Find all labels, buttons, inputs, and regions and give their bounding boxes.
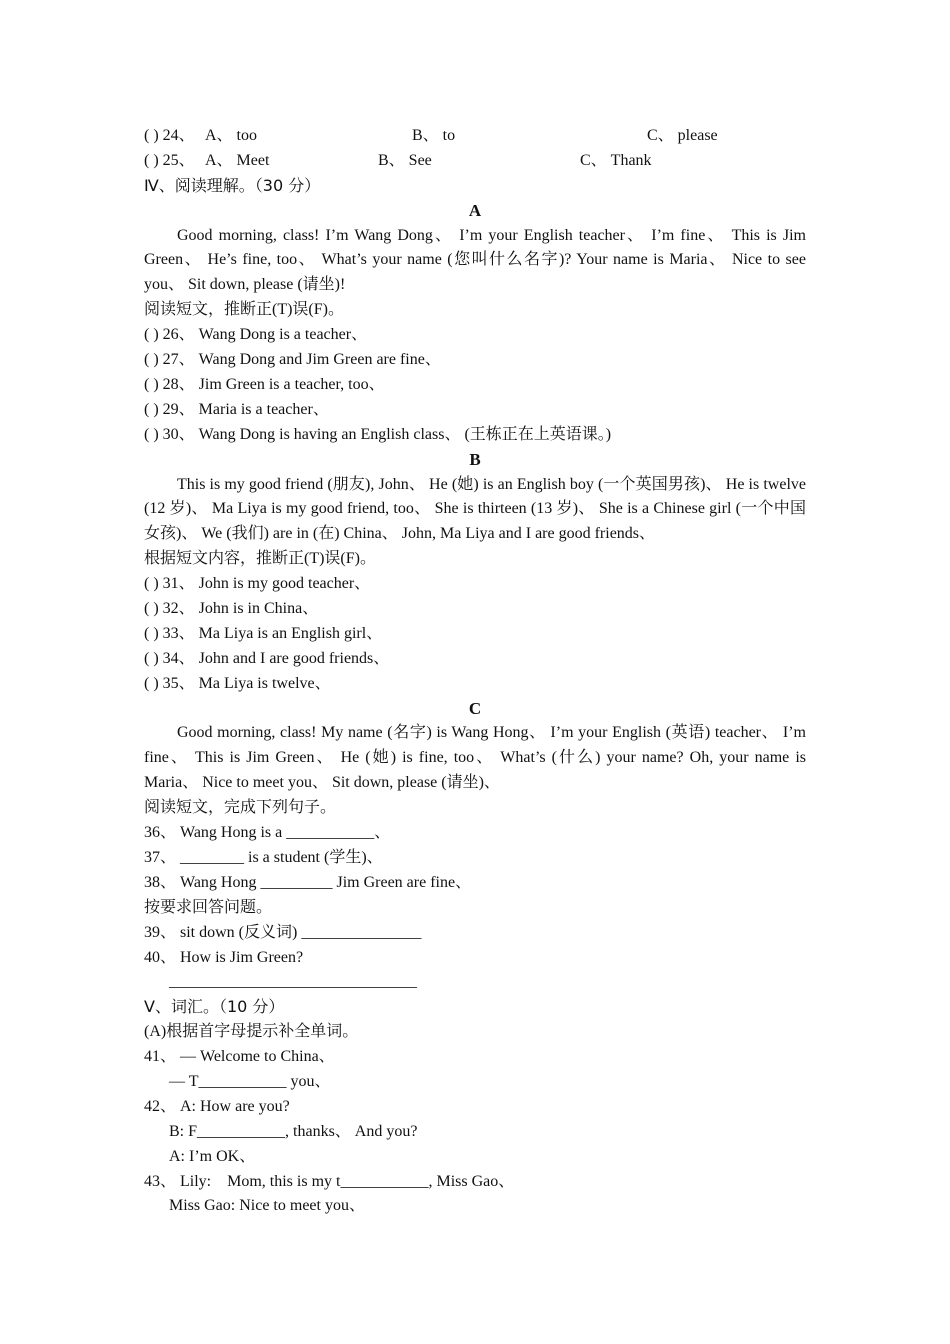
question-34: ( ) 34、 John and I are good friends、	[144, 649, 390, 667]
passage-b-instruction: 根据短文内容，推断正(T)误(F)。	[144, 550, 376, 568]
option-b: B、 See	[378, 151, 432, 169]
question-37: 37、 ________ is a student (学生)、	[144, 848, 383, 866]
question-39: 39、 sit down (反义词) _______________	[144, 923, 422, 941]
question-33: ( ) 33、 Ma Liya is an English girl、	[144, 624, 383, 642]
option-a: A、 too	[205, 127, 258, 144]
question-35: ( ) 35、 Ma Liya is twelve、	[144, 674, 331, 692]
question-32: ( ) 32、 John is in China、	[144, 600, 319, 618]
question-26: ( ) 26、 Wang Dong is a teacher、	[144, 326, 368, 344]
option-b: B、 to	[412, 127, 456, 144]
question-24	[144, 124, 806, 149]
question-43-line: Miss Gao: Nice to meet you、	[169, 1197, 365, 1215]
section-5-subtitle: (A)根据首字母提示补全单词。	[144, 1023, 359, 1041]
section-5-title: Ⅴ、词汇。（10 分）	[144, 997, 285, 1017]
passage-c-label: C	[468, 698, 482, 718]
option-a: A、 Meet	[205, 151, 270, 169]
question-30: ( ) 30、 Wang Dong is having an English class、 (王栋正在上英语课。)	[144, 425, 612, 443]
question-36: 36、 Wang Hong is a ___________、	[144, 824, 391, 842]
question-25	[144, 149, 806, 174]
worksheet-page	[144, 124, 806, 1219]
question-38: 38、 Wang Hong _________ Jim Green are fine、	[144, 873, 472, 891]
passage-b-text: This is my good friend (朋友), John、 He (她) is an English boy (一个英国男孩)、 He is twelve (12 岁)、 Ma Liya is my good friend, too、 She is thirteen (13 岁)、 She is a Chinese girl (一个中国女孩)、 We (我们) are in (在) China、 John, Ma Liya and I are good friends、	[144, 475, 806, 543]
passage-a-text: Good morning, class! I’m Wang Dong、 I’m your English teacher、 I’m fine、 This is Jim Green、 He’s fine, too、 What’s your name (您叫什么名字)? Your name is Maria、 Nice to see you、 Sit down, please (请坐)!	[144, 226, 806, 294]
passage-a-instruction: 阅读短文，推断正(T)误(F)。	[144, 301, 344, 319]
passage-a-label: A	[468, 200, 482, 220]
passage-c-instruction-2: 按要求回答问题。	[144, 898, 273, 916]
passage-b-label: B	[469, 449, 481, 469]
option-c: C、 please	[647, 127, 718, 144]
question-28: ( ) 28、 Jim Green is a teacher, too、	[144, 375, 385, 393]
option-c: C、 Thank	[580, 151, 652, 169]
question-41: 41、 — Welcome to China、	[144, 1048, 335, 1066]
question-42-line-a: A: I’m OK、	[169, 1147, 256, 1165]
question-29: ( ) 29、 Maria is a teacher、	[144, 400, 329, 418]
question-27: ( ) 27、 Wang Dong and Jim Green are fine、	[144, 351, 441, 369]
question-41-line: — T___________ you、	[169, 1072, 331, 1090]
answer-line: _______________________________	[169, 973, 417, 991]
question-number: ( ) 24、	[144, 127, 195, 144]
section-4-title: Ⅳ、阅读理解。（30 分）	[144, 175, 321, 195]
question-43: 43、 Lily: Mom, this is my t___________, Miss Gao、	[144, 1172, 515, 1190]
question-number: ( ) 25、	[144, 151, 195, 169]
question-31: ( ) 31、 John is my good teacher、	[144, 575, 371, 593]
passage-c-text: Good morning, class! My name (名字) is Wang Hong、 I’m your English (英语) teacher、 I’m fine、 This is Jim Green、 He (她) is fine, too、 What’s (什么) your name? Oh, your name is Maria、 Nice to meet you、 Sit down, please (请坐)、	[144, 724, 806, 792]
question-40: 40、 How is Jim Green?	[144, 948, 304, 966]
question-42-line-b: B: F___________, thanks、 And you?	[169, 1122, 418, 1140]
passage-c-instruction: 阅读短文，完成下列句子。	[144, 799, 337, 817]
question-42: 42、 A: How are you?	[144, 1097, 290, 1115]
